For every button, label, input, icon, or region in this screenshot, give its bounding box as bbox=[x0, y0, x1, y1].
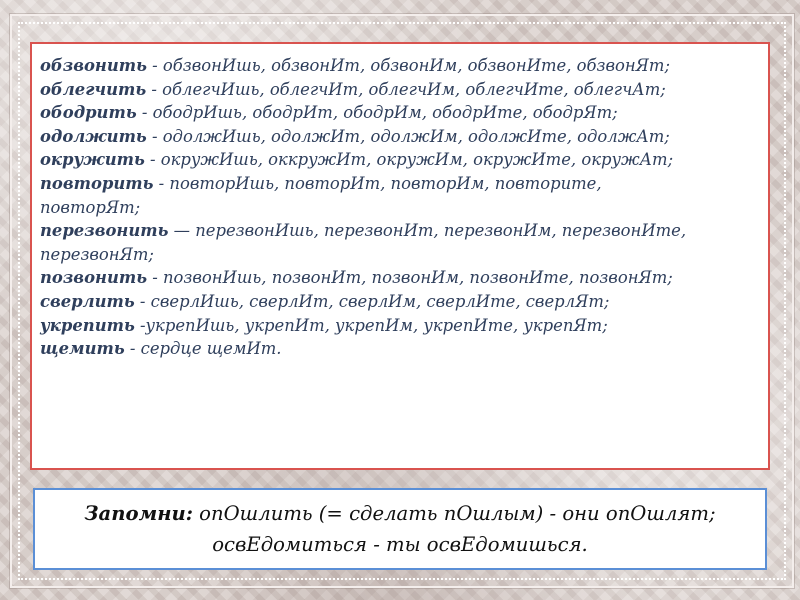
entry-line bbox=[40, 314, 762, 338]
entry-forms: -укрепИшь, укрепИт, укрепИм, укрепИте, укрепЯт; bbox=[134, 315, 608, 335]
verb-list-box bbox=[30, 42, 770, 470]
note-text-1: опОшлить (= сделать пОшлым) - они опОшлят; bbox=[192, 502, 716, 525]
entry-forms: - ободрИшь, ободрИт, ободрИм, ободрИте, ободрЯт; bbox=[136, 103, 618, 123]
entry-word: укрепить bbox=[40, 315, 135, 335]
entry-forms: - окружИшь, оккружИт, окружИм, окружИте, окружАт; bbox=[144, 150, 674, 170]
entry-forms: - обзвонИшь, обзвонИт, обзвонИм, обзвонИте, обзвонЯт; bbox=[146, 56, 670, 75]
note-line-1 bbox=[45, 498, 755, 529]
entry-line bbox=[40, 148, 762, 172]
entry-word: сверлить bbox=[40, 291, 135, 311]
remember-note-box bbox=[33, 488, 767, 570]
entry-line bbox=[40, 337, 762, 361]
entry-line bbox=[40, 266, 762, 290]
entry-line bbox=[40, 54, 762, 78]
entry-word: щемить bbox=[40, 339, 125, 359]
entry-forms: - облегчИшь, облегчИт, облегчИм, облегчИте, облегчАт; bbox=[146, 79, 666, 99]
entry-line bbox=[40, 290, 762, 314]
entry-forms: - сердце щемИт. bbox=[124, 339, 282, 359]
entry-word: позвонить bbox=[40, 268, 148, 288]
entry-forms: - сверлИшь, сверлИт, сверлИм, сверлИте, сверлЯт; bbox=[134, 291, 610, 311]
entry-line bbox=[40, 78, 762, 102]
entry-word: обзвонить bbox=[40, 56, 147, 75]
note-label: Запомни: bbox=[84, 502, 193, 525]
entry-forms: - позвонИшь, позвонИт, позвонИм, позвонИте, позвонЯт; bbox=[147, 268, 673, 288]
entry-forms: - одолжИшь, одолжИт, одолжИм, одолжИте, одолжАт; bbox=[146, 126, 670, 146]
entry-forms: — перезвонИшь, перезвонИт, перезвонИм, перезвонИте, перезвонЯт; bbox=[40, 221, 687, 264]
entry-line bbox=[40, 125, 762, 149]
note-text-2: освЕдомиться - ты освЕдомишься. bbox=[212, 533, 588, 556]
entry-word: перезвонить bbox=[40, 221, 169, 241]
entry-line bbox=[40, 219, 760, 266]
entry-word: окружить bbox=[40, 150, 145, 170]
entry-word: одолжить bbox=[40, 126, 147, 146]
entry-line bbox=[40, 101, 762, 125]
entry-word: ободрить bbox=[40, 103, 137, 123]
entry-word: облегчить bbox=[40, 79, 147, 99]
entry-line bbox=[40, 172, 680, 219]
entry-word: повторить bbox=[40, 173, 154, 193]
entry-forms: - повторИшь, повторИт, повторИм, повторите, повторЯт; bbox=[40, 173, 602, 217]
